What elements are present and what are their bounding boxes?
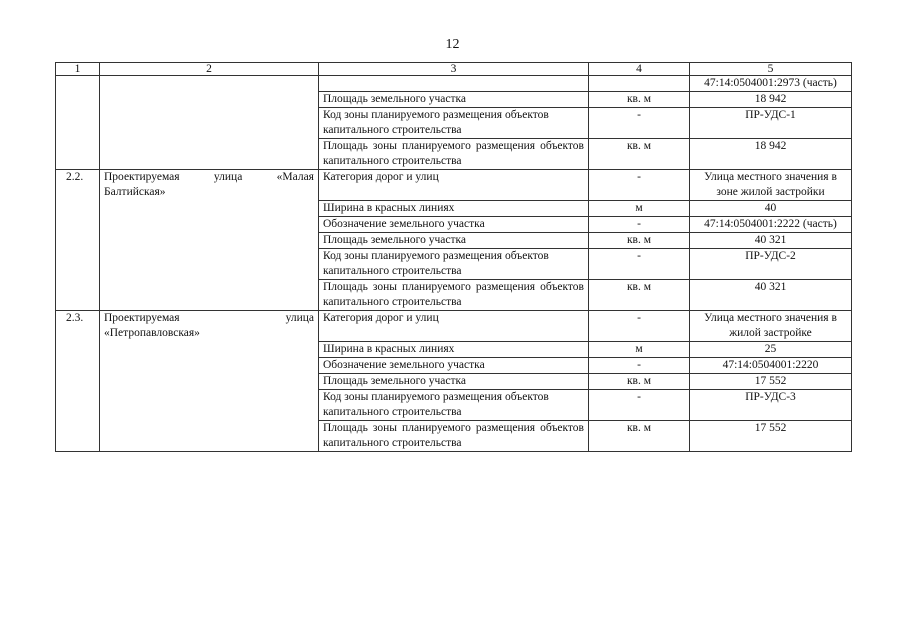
param-cell: Обозначение земельного участка	[319, 217, 589, 233]
value-cell: ПР-УДС-2	[690, 249, 852, 280]
value-cell: 18 942	[690, 139, 852, 170]
header-cell: 1	[56, 63, 100, 76]
param-cell: Площадь земельного участка	[319, 374, 589, 390]
param-cell: Код зоны планируемого размещения объектов капитального строительства	[319, 108, 589, 139]
section-name	[100, 311, 319, 452]
unit-cell: кв. м	[589, 92, 690, 108]
section-name-word: «Малая	[276, 171, 314, 183]
value-cell: 25	[690, 342, 852, 358]
unit-cell: кв. м	[589, 233, 690, 249]
section-number: 2.2.	[56, 170, 100, 311]
param-cell: Площадь зоны планируемого размещения объектов капитального строительства	[319, 139, 589, 170]
param-cell: Площадь зоны планируемого размещения объектов капитального строительства	[319, 280, 589, 311]
value-cell: 40 321	[690, 280, 852, 311]
unit-cell: м	[589, 201, 690, 217]
unit-cell: кв. м	[589, 280, 690, 311]
param-cell: Код зоны планируемого размещения объектов капитального строительства	[319, 249, 589, 280]
table-row	[56, 170, 852, 201]
section-name	[100, 170, 319, 311]
param-cell: Категория дорог и улиц	[319, 170, 589, 201]
section-number: 2.3.	[56, 311, 100, 452]
table-row	[56, 76, 852, 92]
section-name-line2: Балтийская»	[104, 186, 166, 198]
table-row	[56, 311, 852, 342]
value-cell: 40	[690, 201, 852, 217]
param-cell: Площадь земельного участка	[319, 233, 589, 249]
value-cell: 17 552	[690, 421, 852, 452]
value-cell: ПР-УДС-1	[690, 108, 852, 139]
header-cell: 4	[589, 63, 690, 76]
unit-cell: -	[589, 358, 690, 374]
unit-cell: -	[589, 170, 690, 201]
section-name-line1	[104, 311, 314, 326]
header-cell: 2	[100, 63, 319, 76]
param-cell: Ширина в красных линиях	[319, 201, 589, 217]
value-cell: Улица местного значения в жилой застройке	[690, 311, 852, 342]
unit-cell: -	[589, 311, 690, 342]
header-cell: 5	[690, 63, 852, 76]
parameters-table	[55, 62, 852, 452]
section-name-word: Проектируемая	[104, 171, 180, 183]
param-cell: Код зоны планируемого размещения объектов капитального строительства	[319, 390, 589, 421]
param-cell: Площадь земельного участка	[319, 92, 589, 108]
header-row	[56, 63, 852, 76]
param-cell: Обозначение земельного участка	[319, 358, 589, 374]
param-cell	[319, 76, 589, 92]
section-name-word: Проектируемая	[104, 312, 180, 324]
page-number: 12	[445, 37, 460, 52]
value-cell: 18 942	[690, 92, 852, 108]
section-name-line1	[104, 170, 314, 185]
num-cell	[56, 76, 100, 170]
value-cell: 47:14:0504001:2973 (часть)	[690, 76, 852, 92]
unit-cell: кв. м	[589, 421, 690, 452]
value-cell: ПР-УДС-3	[690, 390, 852, 421]
unit-cell: -	[589, 217, 690, 233]
value-cell: 47:14:0504001:2220	[690, 358, 852, 374]
param-cell: Ширина в красных линиях	[319, 342, 589, 358]
unit-cell: -	[589, 390, 690, 421]
value-cell: 47:14:0504001:2222 (часть)	[690, 217, 852, 233]
unit-cell: м	[589, 342, 690, 358]
section-name-word: улица	[213, 171, 243, 183]
value-cell: 40 321	[690, 233, 852, 249]
unit-cell	[589, 76, 690, 92]
unit-cell: -	[589, 108, 690, 139]
value-cell: 17 552	[690, 374, 852, 390]
header-cell: 3	[319, 63, 589, 76]
section-name-line2: «Петропавловская»	[104, 327, 200, 339]
param-cell: Категория дорог и улиц	[319, 311, 589, 342]
unit-cell: кв. м	[589, 374, 690, 390]
section-name-word: улица	[285, 312, 314, 324]
unit-cell: -	[589, 249, 690, 280]
name-cell	[100, 76, 319, 170]
value-cell: Улица местного значения в зоне жилой застройки	[690, 170, 852, 201]
unit-cell: кв. м	[589, 139, 690, 170]
param-cell: Площадь зоны планируемого размещения объектов капитального строительства	[319, 421, 589, 452]
